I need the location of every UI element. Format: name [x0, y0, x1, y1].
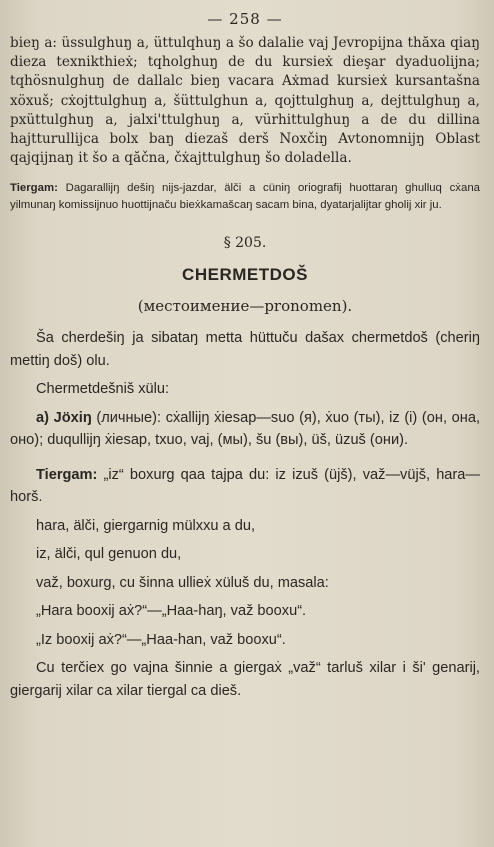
footnote-label: Tiergam:: [10, 182, 58, 195]
body-paragraph-2: Chermetdešniš xülu:: [36, 381, 170, 398]
section-title: CHERMETDOŠ: [182, 265, 308, 285]
section-subtitle: (местоимение—pronomen).: [137, 297, 353, 316]
personal-pronouns-text: (личные): cẋallijŋ ẋiesap—suo (я), ẋuo (ты), iz (i) (он, она, оно); duqullijŋ ẋiesap, txuo, vaj, (мы), šu (вы), üš, üzuš (они).: [10, 409, 480, 449]
example-line-4: „Hara booxij aẋ?“—„Haa-haŋ, važ booxu“.: [36, 603, 307, 620]
personal-pronouns-label: a) Jöxiŋ: [36, 409, 92, 426]
body-paragraph-3: [10, 407, 480, 452]
page-number: — 258 —: [207, 10, 283, 28]
top-paragraph: bieŋ a: üssulghuŋ a, üttulqhuŋ a šo dalalie vaj Jevropijna thăxa qiaŋ dieza texnikthieẋ; tqholghuŋ de du kursieẋ dieşar dyaduolijna; tqhösnulghuŋ de dallalc bieŋ vacara Aẋmad kursieẋ kursantašna xöxuš; cẋojttulghuŋ a, šüttulghun a, qojttulghuŋ a, dejttulghuŋ a, pxüttulghuŋ a, jalxi'ttulghuŋ a, vürhittulghuŋ a de du dillina hajtturullijca bolx baŋ diezaš derš Noxčiŋ Avtonomnijŋ Oblast qajqijnaŋ it šo a qăčna, čẋajttulghuŋ šo doladella.: [10, 35, 480, 167]
example-line-1: hara, älči, giergarnig mülxxu a du,: [36, 517, 256, 534]
body-paragraph-1: Ša cherdešiŋ ja sibataŋ metta hüttuču dašax chermetdoš (cheriŋ mettiŋ doš) olu.: [10, 330, 480, 369]
note-label-2: Tiergam:: [36, 466, 98, 483]
example-line-2: iz, älči, qul genuon du,: [36, 546, 182, 563]
body-paragraph-final: Cu terčiex go vajna šinnie a giergaẋ „važ“ tarluš xilar i ši' genarij, giergarij xilar ca xilar tiergal ca dieš.: [10, 660, 480, 699]
footnote: [10, 180, 480, 213]
note-text-2: „iz“ boxurg qaa tajpa du: iz izuš (üjš), važ—vüjš, hara—horš.: [10, 466, 480, 506]
section-number: § 205.: [223, 235, 267, 252]
example-line-5: „Iz booxij aẋ?“—„Haa-han, važ booxu“.: [36, 631, 286, 648]
body-paragraph-4: [10, 464, 480, 509]
example-line-3: važ, boxurg, cu šinna ullieẋ xüluš du, masala:: [36, 574, 329, 591]
footnote-text: Dagarallijŋ dešiŋ nijs-jazdar, älči a cüniŋ oriografij huottaraŋ ghulluq cẋana yilmunaŋ komissijnuo huottijnaču bieẋkamašcaŋ sacam bina, dyatarjalijtar gholij xir ju.: [10, 182, 480, 211]
